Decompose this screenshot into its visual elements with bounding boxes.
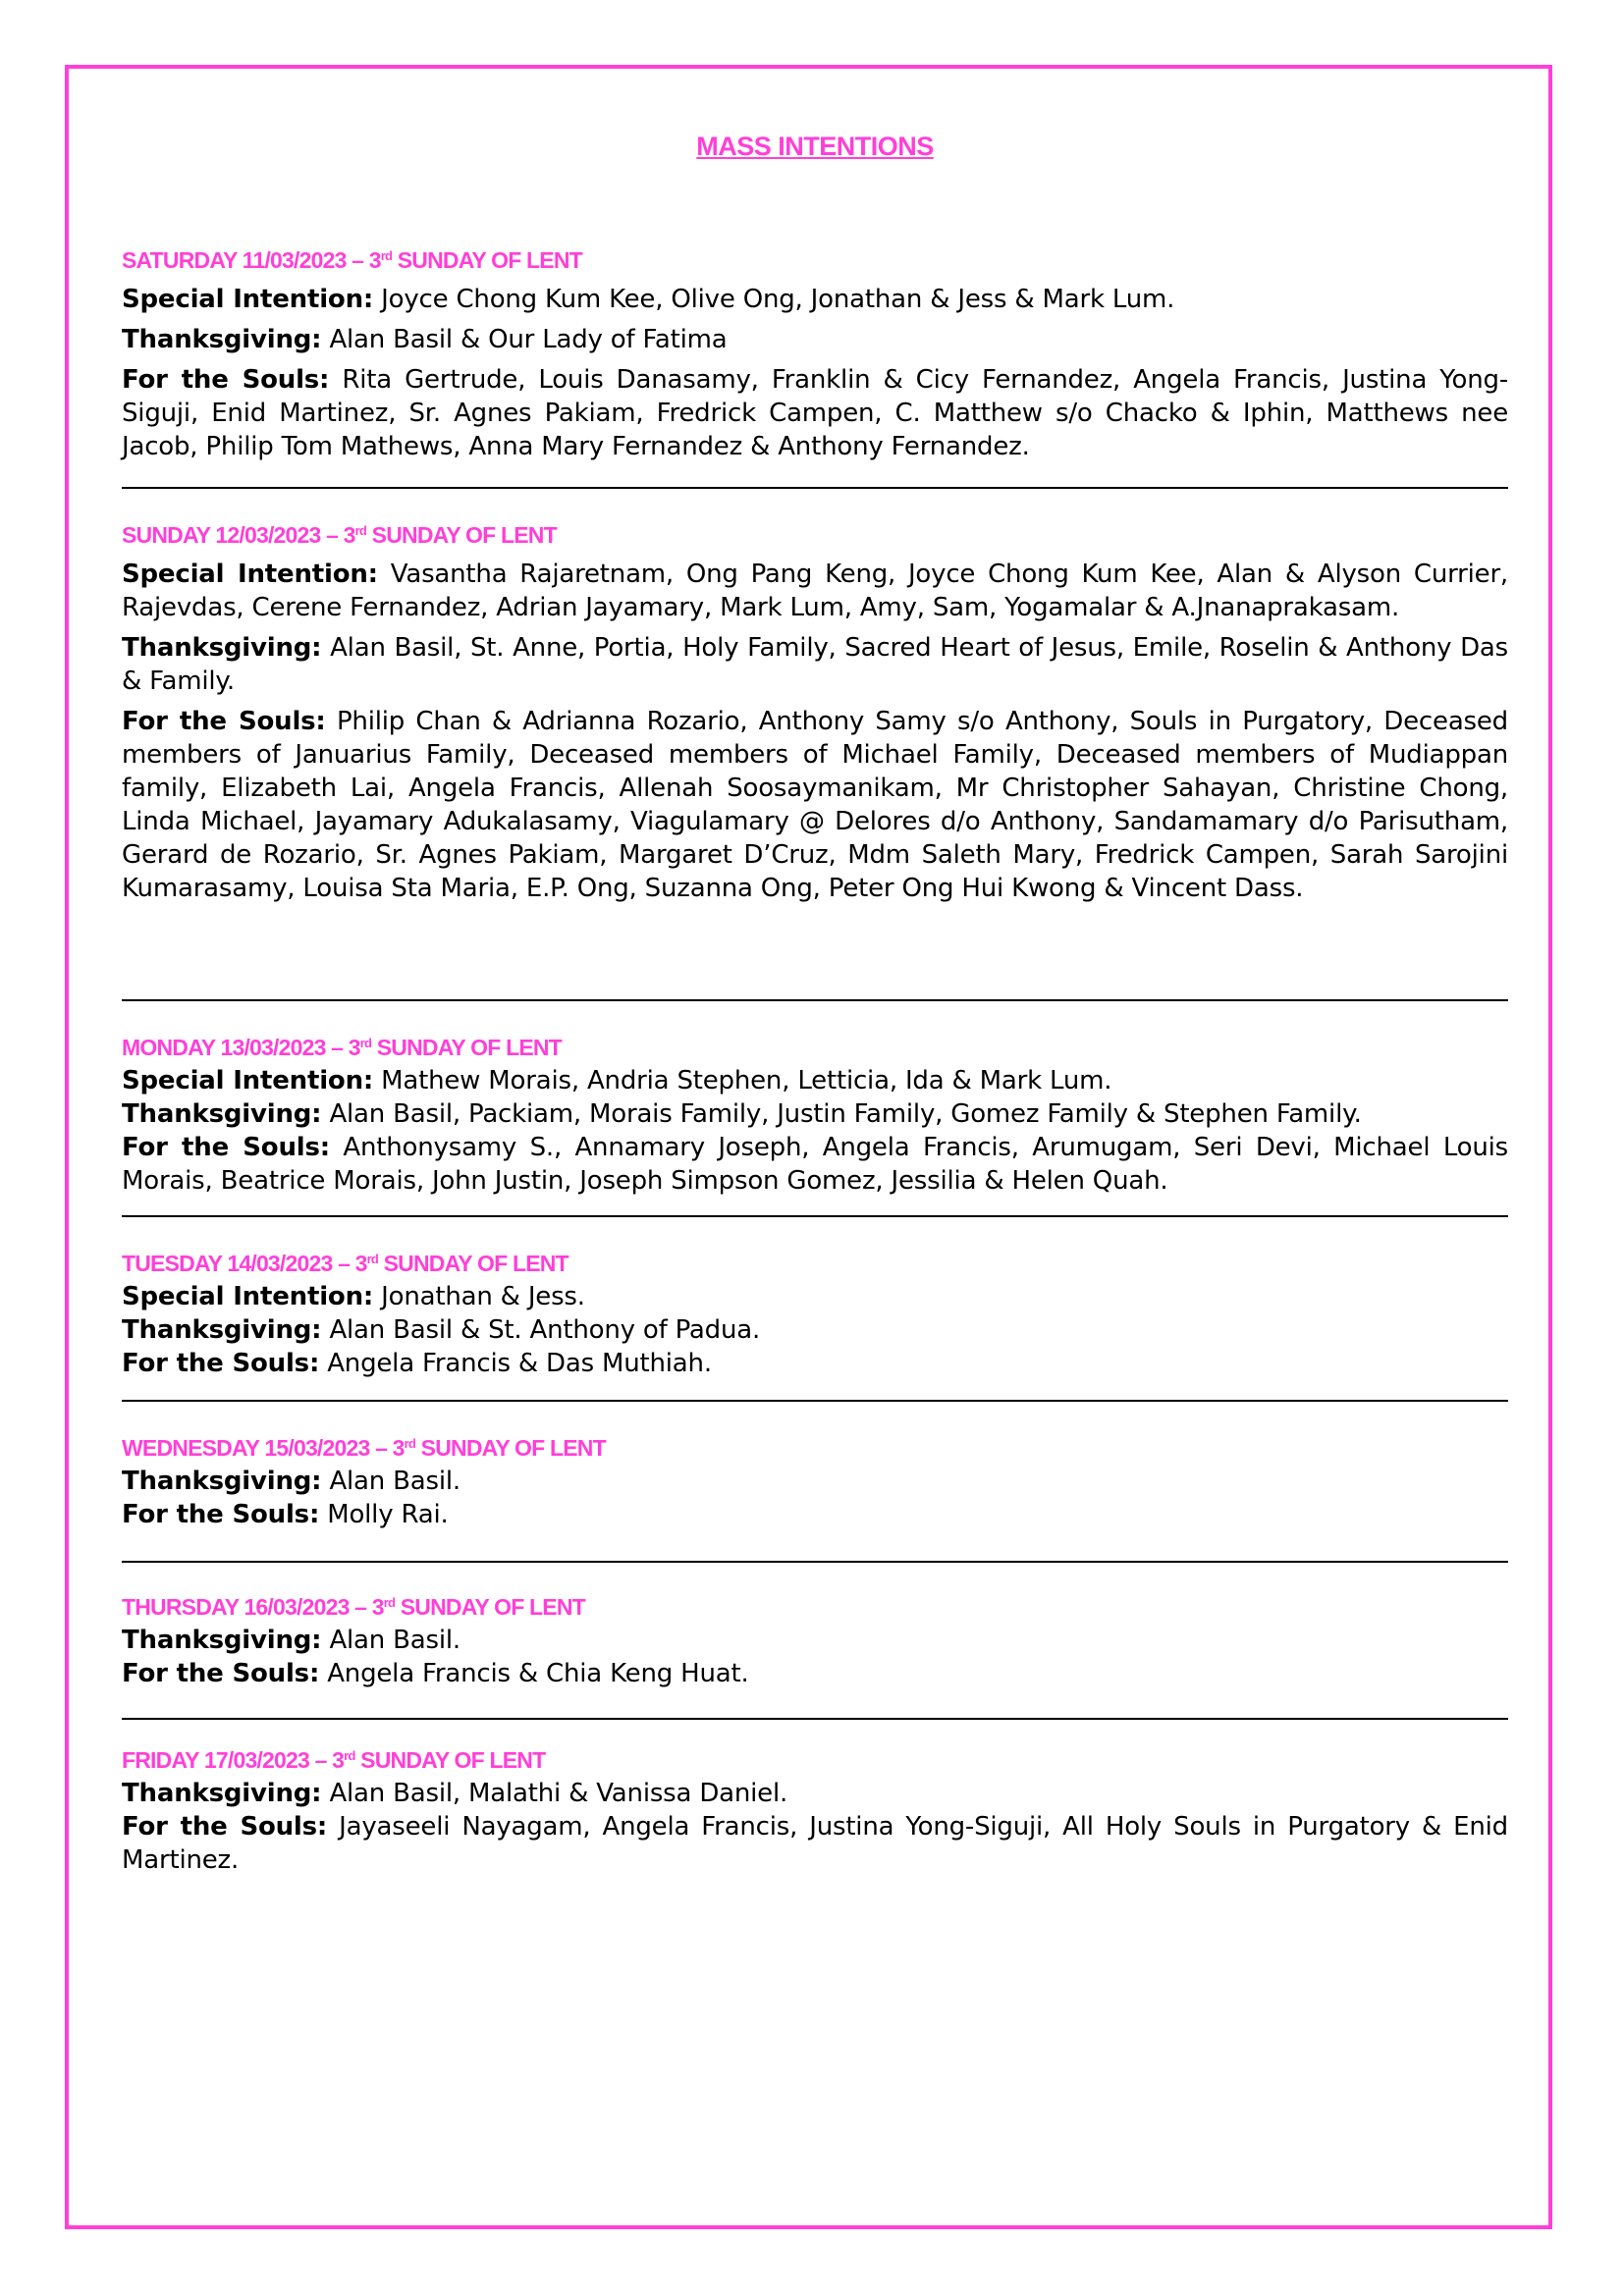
section-divider [122, 487, 1508, 489]
section-heading [122, 1592, 1508, 1622]
section-wednesday [122, 1433, 1508, 1531]
section-heading [122, 245, 1508, 275]
heading-date: FRIDAY 17/03/2023 – 3 [122, 1747, 345, 1773]
section-divider [122, 1561, 1508, 1563]
souls-entry [122, 1810, 1508, 1877]
section-monday [122, 1033, 1508, 1198]
thanksgiving-label: Thanksgiving: [122, 1467, 322, 1496]
souls-text: Rita Gertrude, Louis Danasamy, Franklin & Cicy Fernandez, Angela Francis, Justina Yong-Siguji, Enid Martinez, Sr. Agnes Pakiam, Fredrick Campen, C. Matthew s/o Chacko & Iphin, Matthews nee Jacob, Philip Tom Mathews, Anna Mary Fernandez & Anthony Fernandez. [122, 365, 1509, 461]
thanksgiving-text: Alan Basil & St. Anthony of Padua. [321, 1315, 761, 1345]
thanksgiving-entry [122, 1624, 1508, 1657]
special-intention-label: Special Intention: [122, 560, 378, 589]
special-intention-label: Special Intention: [122, 1282, 374, 1311]
thanksgiving-text: Alan Basil & Our Lady of Fatima [321, 325, 728, 354]
special-intention-text: Vasantha Rajaretnam, Ong Pang Keng, Joyce Chong Kum Kee, Alan & Alyson Currier, Rajevdas, Cerene Fernandez, Adrian Jayamary, Mark Lum, Amy, Sam, Yogamalar & A.Jnanaprakasam. [122, 560, 1508, 622]
thanksgiving-text: Alan Basil, Malathi & Vanissa Daniel. [321, 1779, 788, 1808]
thanksgiving-entry [122, 1777, 1508, 1810]
souls-label: For the Souls: [122, 1500, 320, 1529]
special-intention-label: Special Intention: [122, 285, 374, 314]
souls-text: Jayaseeli Nayagam, Angela Francis, Justina Yong-Siguji, All Holy Souls in Purgatory & Enid Martinez. [122, 1812, 1508, 1875]
heading-occasion: SUNDAY OF LENT [415, 1435, 606, 1461]
heading-occasion: SUNDAY OF LENT [395, 1594, 585, 1620]
heading-occasion: SUNDAY OF LENT [354, 1747, 546, 1773]
section-divider [122, 1400, 1508, 1402]
heading-ordinal: rd [359, 1036, 372, 1050]
thanksgiving-text: Alan Basil. [321, 1626, 460, 1655]
souls-entry [122, 1131, 1508, 1198]
heading-date: TUESDAY 14/03/2023 – 3 [122, 1251, 367, 1276]
section-friday [122, 1745, 1508, 1877]
thanksgiving-label: Thanksgiving: [122, 1099, 322, 1129]
heading-date: MONDAY 13/03/2023 – 3 [122, 1035, 360, 1060]
section-heading [122, 1249, 1508, 1278]
thanksgiving-entry [122, 1313, 1508, 1347]
thanksgiving-label: Thanksgiving: [122, 1626, 322, 1655]
section-saturday [122, 245, 1508, 470]
special-intention-entry [122, 1280, 1508, 1313]
section-heading [122, 1033, 1508, 1062]
thanksgiving-label: Thanksgiving: [122, 325, 322, 354]
special-intention-entry [122, 558, 1508, 624]
special-intention-text: Mathew Morais, Andria Stephen, Letticia, Ida & Mark Lum. [373, 1066, 1112, 1095]
heading-ordinal: rd [366, 1252, 379, 1266]
thanksgiving-text: Alan Basil. [321, 1467, 460, 1496]
section-heading [122, 1433, 1508, 1463]
souls-text: Angela Francis & Das Muthiah. [319, 1349, 712, 1378]
souls-label: For the Souls: [122, 1812, 328, 1842]
section-sunday [122, 520, 1508, 912]
souls-text: Philip Chan & Adrianna Rozario, Anthony Samy s/o Anthony, Souls in Purgatory, Deceased members of Januarius Family, Deceased members of Michael Family, Deceased members of Mudiappan family, Elizabeth Lai, Angela Francis, Allenah Soosaymanikam, Mr Christopher Sahayan, Christine Chong, Linda Michael, Jayamary Adukalasamy, Viagulamary @ Delores d/o Anthony, Sandamamary d/o Parisutham, Gerard de Rozario, Sr. Agnes Pakiam, Margaret D’Cruz, Mdm Saleth Mary, Fredrick Campen, Sarah Sarojini Kumarasamy, Louisa Sta Maria, E.P. Ong, Suzanna Ong, Peter Ong Hui Kwong & Vincent Dass. [122, 707, 1508, 903]
heading-occasion: SUNDAY OF LENT [392, 247, 582, 273]
souls-label: For the Souls: [122, 1133, 330, 1162]
souls-label: For the Souls: [122, 365, 330, 395]
section-tuesday [122, 1249, 1508, 1380]
heading-ordinal: rd [380, 248, 393, 263]
heading-ordinal: rd [383, 1595, 396, 1610]
souls-entry [122, 705, 1508, 905]
heading-date: SATURDAY 11/03/2023 – 3 [122, 247, 381, 273]
section-heading [122, 520, 1508, 550]
heading-ordinal: rd [344, 1748, 355, 1763]
heading-date: SUNDAY 12/03/2023 – 3 [122, 522, 355, 548]
special-intention-label: Special Intention: [122, 1066, 374, 1095]
heading-occasion: SUNDAY OF LENT [371, 1035, 562, 1060]
thanksgiving-entry [122, 323, 1508, 356]
souls-label: For the Souls: [122, 1659, 320, 1688]
heading-occasion: SUNDAY OF LENT [366, 522, 557, 548]
page-title: MASS INTENTIONS [696, 132, 934, 161]
section-divider [122, 1215, 1508, 1217]
souls-label: For the Souls: [122, 707, 326, 736]
souls-text: Angela Francis & Chia Keng Huat. [319, 1659, 749, 1688]
souls-text: Molly Rai. [319, 1500, 449, 1529]
section-divider [122, 1718, 1508, 1720]
section-divider [122, 999, 1508, 1001]
thanksgiving-entry [122, 1097, 1508, 1131]
special-intention-entry [122, 283, 1508, 316]
thanksgiving-label: Thanksgiving: [122, 633, 322, 663]
souls-entry [122, 1498, 1508, 1531]
special-intention-text: Joyce Chong Kum Kee, Olive Ong, Jonathan & Jess & Mark Lum. [373, 285, 1175, 314]
heading-date: WEDNESDAY 15/03/2023 – 3 [122, 1435, 405, 1461]
souls-entry [122, 363, 1508, 463]
section-heading [122, 1745, 1508, 1775]
thanksgiving-entry [122, 1465, 1508, 1498]
heading-occasion: SUNDAY OF LENT [378, 1251, 568, 1276]
thanksgiving-label: Thanksgiving: [122, 1315, 322, 1345]
heading-ordinal: rd [404, 1436, 416, 1451]
souls-entry [122, 1657, 1508, 1690]
souls-entry [122, 1347, 1508, 1380]
souls-text: Anthonysamy S., Annamary Joseph, Angela Francis, Arumugam, Seri Devi, Michael Louis Morais, Beatrice Morais, John Justin, Joseph Simpson Gomez, Jessilia & Helen Quah. [122, 1133, 1508, 1196]
section-thursday [122, 1592, 1508, 1690]
thanksgiving-entry [122, 631, 1508, 698]
thanksgiving-text: Alan Basil, St. Anne, Portia, Holy Family, Sacred Heart of Jesus, Emile, Roselin & Anthony Das & Family. [122, 633, 1508, 696]
thanksgiving-text: Alan Basil, Packiam, Morais Family, Justin Family, Gomez Family & Stephen Family. [321, 1099, 1362, 1129]
souls-label: For the Souls: [122, 1349, 320, 1378]
heading-ordinal: rd [354, 523, 367, 538]
special-intention-entry [122, 1064, 1508, 1097]
special-intention-text: Jonathan & Jess. [373, 1282, 585, 1311]
heading-date: THURSDAY 16/03/2023 – 3 [122, 1594, 384, 1620]
thanksgiving-label: Thanksgiving: [122, 1779, 322, 1808]
